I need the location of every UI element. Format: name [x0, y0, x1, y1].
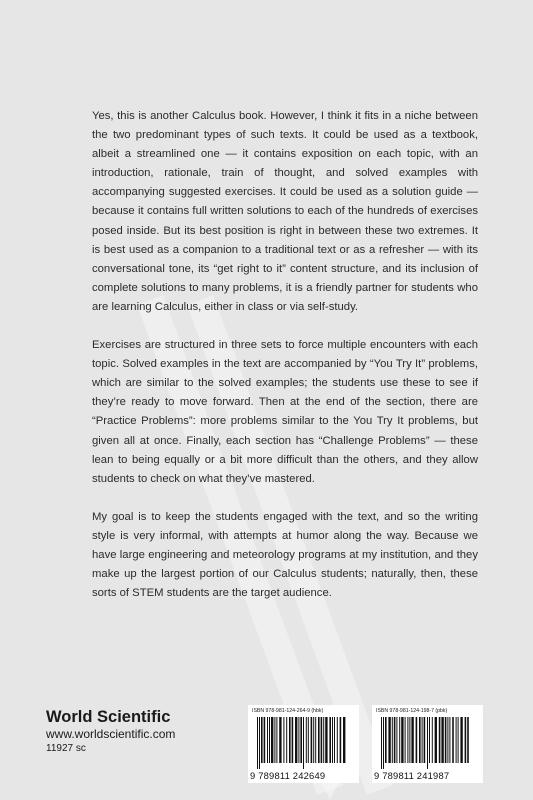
publisher-block — [46, 707, 175, 756]
barcode-number: 9 789811 242649 — [250, 770, 326, 781]
isbn-label: ISBN 978-981-124-198-7 (pbk) — [376, 708, 448, 714]
barcode-number: 9 789811 241987 — [374, 770, 450, 781]
isbn-label: ISBN 978-981-124-264-9 (hbk) — [252, 708, 324, 714]
barcode-bars-icon — [380, 717, 475, 769]
paragraph-exercises: Exercises are structured in three sets to force multiple encounters with each topic. Solved examples in the text are accompanied by “You Try It” problems, which are similar to the solved examples; the students use these to see if they’re ready to move forward. Then at the end of the section, there are “Practice Problems”: more problems similar to the You Try It problems, but given all at once. Finally, each section has “Challenge Problems” — these lean to being equally or a bit more difficult than the others, and they allow students to check on what they’ve mastered. — [92, 339, 478, 485]
paragraph-goal: My goal is to keep the students engaged with the text, and so the writing style is very informal, with attempts at humor along the way. Because we have large engineering and meteorology programs at my institution, and they make up the largest portion of our Calculus students; naturally, then, these sorts of STEM students are the target audience. — [92, 510, 478, 600]
publisher-name: World Scientific — [46, 708, 171, 726]
barcode-hbk — [248, 705, 359, 783]
description-text — [92, 107, 478, 622]
barcode-pbk — [372, 705, 483, 783]
paragraph-intro: Yes, this is another Calculus book. However, I think it fits in a niche between the two predominant types of such texts. It could be used as a textbook, albeit a streamlined one — it contains exposition on each topic, with an introduction, rationale, train of thought, and solved examples with accompanying suggested exercises. It could be used as a solution guide — because it contains full written solutions to each of the hundreds of exercises posed inside. But its best position is right in between these two extremes. It is best used as a companion to a traditional text or as a refresher — with its conversational tone, its “get right to it” content structure, and its inclusion of complete solutions to many problems, it is a friendly partner for students who are learning Calculus, either in class or via self-study. — [92, 110, 478, 313]
publisher-url: www.worldscientific.com — [46, 727, 176, 741]
publisher-code: 11927 sc — [46, 743, 86, 754]
barcode-bars-icon — [256, 717, 351, 769]
